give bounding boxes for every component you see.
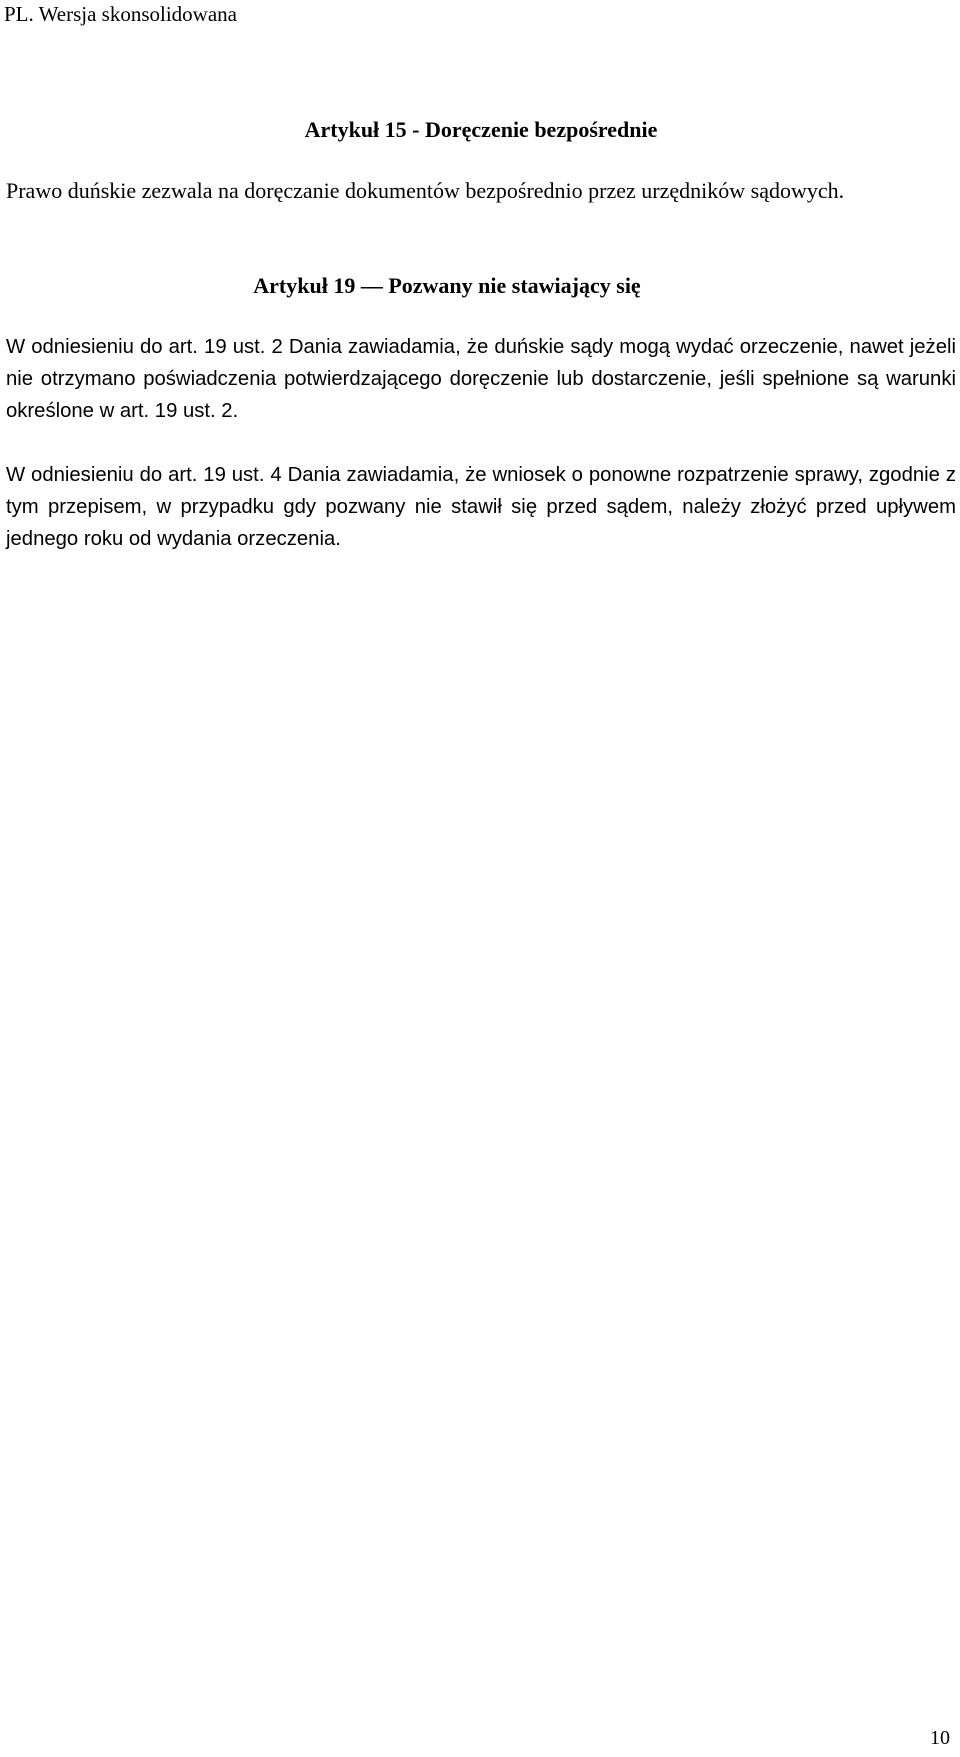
page-number: 10 <box>930 1727 950 1749</box>
running-header: PL. Wersja skonsolidowana <box>4 2 237 26</box>
article-15-heading: Artykuł 15 - Doręczenie bezpośrednie <box>304 117 658 142</box>
article-19-paragraph-1: W odniesieniu do art. 19 ust. 2 Dania zawiadamia, że duńskie sądy mogą wydać orzeczenie, nawet jeżeli nie otrzymano poświadczenia potwierdzającego doręczenie lub dostarczenie, jeśli spełnione są warunki określone w art. 19 ust. 2. <box>6 336 956 422</box>
article-15-paragraph: Prawo duńskie zezwala na doręczanie dokumentów bezpośrednio przez urzędników sądowych. <box>6 178 845 203</box>
article-19-paragraph-2: W odniesieniu do art. 19 ust. 4 Dania zawiadamia, że wniosek o ponowne rozpatrzenie sprawy, zgodnie z tym przepisem, w przypadku gdy pozwany nie stawił się przed sądem, należy złożyć przed upływem jednego roku od wydania orzeczenia. <box>6 464 956 550</box>
article-19-heading: Artykuł 19 — Pozwany nie stawiający się <box>253 273 641 298</box>
